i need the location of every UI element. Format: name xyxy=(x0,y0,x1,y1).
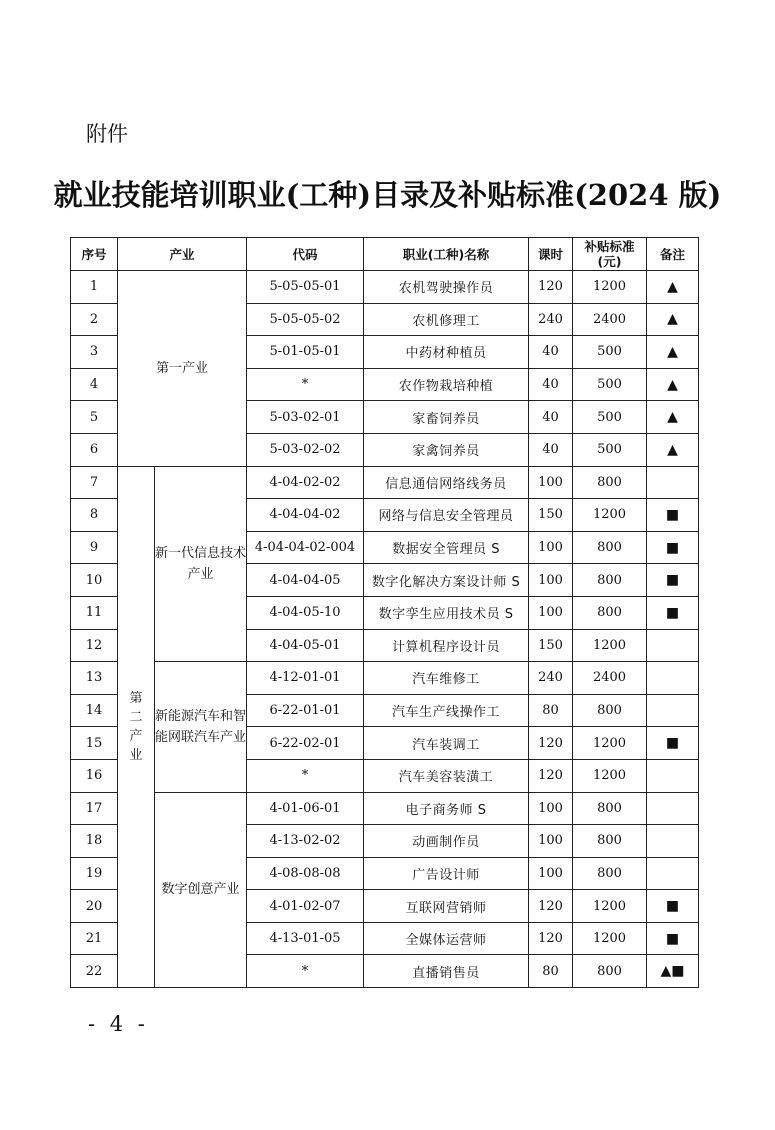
cell-code: 4-01-06-01 xyxy=(247,792,364,825)
header-name: 职业(工种)名称 xyxy=(364,238,529,271)
cell-code: 5-05-05-02 xyxy=(247,303,364,336)
cell-seq: 1 xyxy=(71,271,118,304)
cell-code: 4-13-01-05 xyxy=(247,922,364,955)
cell-seq: 13 xyxy=(71,662,118,695)
cell-seq: 21 xyxy=(71,922,118,955)
cell-code: 5-01-05-01 xyxy=(247,336,364,369)
cell-remark: ■ xyxy=(647,922,699,955)
cell-seq: 6 xyxy=(71,433,118,466)
header-subsidy-unit: (元) xyxy=(597,254,622,269)
cell-name: 家禽饲养员 xyxy=(364,433,529,466)
cell-remark: ▲ xyxy=(647,336,699,369)
cell-hours: 40 xyxy=(529,368,573,401)
cell-subsidy: 800 xyxy=(573,466,647,499)
cell-remark: ■ xyxy=(647,727,699,760)
cell-hours: 150 xyxy=(529,499,573,532)
cell-remark xyxy=(647,792,699,825)
cell-subsidy: 1200 xyxy=(573,271,647,304)
cell-subsidy: 500 xyxy=(573,368,647,401)
table-row xyxy=(71,271,699,304)
cell-seq: 15 xyxy=(71,727,118,760)
cell-code: 4-13-02-02 xyxy=(247,825,364,858)
cell-subsidy: 2400 xyxy=(573,662,647,695)
table-row xyxy=(71,662,699,695)
cell-name: 电子商务师 S xyxy=(364,792,529,825)
cell-subsidy: 800 xyxy=(573,694,647,727)
cell-seq: 22 xyxy=(71,955,118,988)
cell-remark: ■ xyxy=(647,499,699,532)
cell-remark xyxy=(647,694,699,727)
table-body xyxy=(71,271,699,988)
cell-remark: ▲ xyxy=(647,433,699,466)
industry-sub-1: 新一代信息技术产业 xyxy=(155,466,247,662)
cell-remark xyxy=(647,662,699,695)
cell-name: 数据安全管理员 S xyxy=(364,531,529,564)
header-subsidy-label: 补贴标准 xyxy=(584,239,635,254)
cell-name: 汽车装调工 xyxy=(364,727,529,760)
cell-seq: 12 xyxy=(71,629,118,662)
cell-remark xyxy=(647,466,699,499)
cell-hours: 120 xyxy=(529,890,573,923)
cell-code: 4-04-05-01 xyxy=(247,629,364,662)
cell-seq: 19 xyxy=(71,857,118,890)
cell-hours: 120 xyxy=(529,271,573,304)
cell-name: 直播销售员 xyxy=(364,955,529,988)
page-number: - 4 - xyxy=(88,1012,149,1036)
cell-code: * xyxy=(247,759,364,792)
cell-code: 5-05-05-01 xyxy=(247,271,364,304)
cell-hours: 150 xyxy=(529,629,573,662)
header-remark: 备注 xyxy=(647,238,699,271)
cell-name: 网络与信息安全管理员 xyxy=(364,499,529,532)
cell-hours: 100 xyxy=(529,564,573,597)
cell-remark: ▲ xyxy=(647,401,699,434)
cell-seq: 3 xyxy=(71,336,118,369)
cell-remark xyxy=(647,629,699,662)
cell-seq: 20 xyxy=(71,890,118,923)
cell-name: 互联网营销师 xyxy=(364,890,529,923)
cell-code: * xyxy=(247,955,364,988)
cell-name: 家畜饲养员 xyxy=(364,401,529,434)
cell-remark: ■ xyxy=(647,564,699,597)
cell-seq: 11 xyxy=(71,596,118,629)
cell-seq: 14 xyxy=(71,694,118,727)
cell-seq: 5 xyxy=(71,401,118,434)
cell-subsidy: 2400 xyxy=(573,303,647,336)
cell-subsidy: 1200 xyxy=(573,727,647,760)
cell-name: 汽车维修工 xyxy=(364,662,529,695)
header-subsidy xyxy=(573,238,647,271)
cell-hours: 240 xyxy=(529,662,573,695)
cell-code: 4-01-02-07 xyxy=(247,890,364,923)
cell-hours: 100 xyxy=(529,792,573,825)
cell-seq: 7 xyxy=(71,466,118,499)
cell-seq: 2 xyxy=(71,303,118,336)
cell-seq: 9 xyxy=(71,531,118,564)
cell-name: 数字化解决方案设计师 S xyxy=(364,564,529,597)
industry-second-label: 第二产业 xyxy=(129,690,143,763)
cell-hours: 120 xyxy=(529,759,573,792)
cell-seq: 17 xyxy=(71,792,118,825)
cell-code: 4-04-04-05 xyxy=(247,564,364,597)
cell-name: 农作物栽培种植 xyxy=(364,368,529,401)
cell-seq: 4 xyxy=(71,368,118,401)
cell-name: 全媒体运营师 xyxy=(364,922,529,955)
cell-remark xyxy=(647,825,699,858)
cell-subsidy: 800 xyxy=(573,564,647,597)
cell-remark: ■ xyxy=(647,531,699,564)
cell-name: 中药材种植员 xyxy=(364,336,529,369)
cell-code: 5-03-02-02 xyxy=(247,433,364,466)
table-row xyxy=(71,792,699,825)
cell-name: 数字孪生应用技术员 S xyxy=(364,596,529,629)
industry-first: 第一产业 xyxy=(118,271,247,467)
cell-seq: 10 xyxy=(71,564,118,597)
cell-subsidy: 1200 xyxy=(573,499,647,532)
industry-sub-3: 数字创意产业 xyxy=(155,792,247,988)
cell-remark xyxy=(647,759,699,792)
cell-name: 动画制作员 xyxy=(364,825,529,858)
cell-remark: ■ xyxy=(647,596,699,629)
cell-hours: 100 xyxy=(529,596,573,629)
cell-subsidy: 500 xyxy=(573,433,647,466)
cell-hours: 120 xyxy=(529,727,573,760)
cell-name: 信息通信网络线务员 xyxy=(364,466,529,499)
cell-code: 4-12-01-01 xyxy=(247,662,364,695)
cell-subsidy: 500 xyxy=(573,336,647,369)
page-title: 就业技能培训职业(工种)目录及补贴标准(2024 版) xyxy=(53,178,722,212)
cell-remark: ▲■ xyxy=(647,955,699,988)
cell-hours: 100 xyxy=(529,857,573,890)
cell-seq: 8 xyxy=(71,499,118,532)
cell-subsidy: 800 xyxy=(573,596,647,629)
cell-code: 4-08-08-08 xyxy=(247,857,364,890)
cell-subsidy: 800 xyxy=(573,792,647,825)
cell-code: 4-04-04-02-004 xyxy=(247,531,364,564)
cell-code: 5-03-02-01 xyxy=(247,401,364,434)
cell-hours: 80 xyxy=(529,955,573,988)
cell-name: 计算机程序设计员 xyxy=(364,629,529,662)
cell-hours: 40 xyxy=(529,433,573,466)
cell-name: 农机修理工 xyxy=(364,303,529,336)
cell-code: 4-04-04-02 xyxy=(247,499,364,532)
cell-subsidy: 1200 xyxy=(573,629,647,662)
cell-subsidy: 800 xyxy=(573,825,647,858)
header-hours: 课时 xyxy=(529,238,573,271)
cell-subsidy: 1200 xyxy=(573,922,647,955)
cell-hours: 100 xyxy=(529,825,573,858)
attachment-label: 附件 xyxy=(86,122,128,146)
cell-remark: ▲ xyxy=(647,271,699,304)
cell-subsidy: 800 xyxy=(573,531,647,564)
cell-hours: 40 xyxy=(529,401,573,434)
cell-code: 4-04-05-10 xyxy=(247,596,364,629)
header-industry: 产业 xyxy=(118,238,247,271)
cell-name: 广告设计师 xyxy=(364,857,529,890)
table-row xyxy=(71,466,699,499)
cell-hours: 80 xyxy=(529,694,573,727)
header-code: 代码 xyxy=(247,238,364,271)
cell-hours: 120 xyxy=(529,922,573,955)
cell-subsidy: 500 xyxy=(573,401,647,434)
header-seq: 序号 xyxy=(71,238,118,271)
cell-name: 汽车生产线操作工 xyxy=(364,694,529,727)
cell-remark: ■ xyxy=(647,890,699,923)
cell-seq: 16 xyxy=(71,759,118,792)
cell-hours: 240 xyxy=(529,303,573,336)
cell-subsidy: 1200 xyxy=(573,759,647,792)
training-catalog-table xyxy=(70,237,699,988)
table-header-row xyxy=(71,238,699,271)
cell-code: 6-22-01-01 xyxy=(247,694,364,727)
cell-remark xyxy=(647,857,699,890)
industry-second xyxy=(118,466,155,988)
cell-subsidy: 1200 xyxy=(573,890,647,923)
cell-subsidy: 800 xyxy=(573,955,647,988)
cell-subsidy: 800 xyxy=(573,857,647,890)
cell-name: 汽车美容装潢工 xyxy=(364,759,529,792)
cell-remark: ▲ xyxy=(647,368,699,401)
cell-code: 6-22-02-01 xyxy=(247,727,364,760)
cell-remark: ▲ xyxy=(647,303,699,336)
cell-code: * xyxy=(247,368,364,401)
cell-name: 农机驾驶操作员 xyxy=(364,271,529,304)
cell-hours: 100 xyxy=(529,531,573,564)
cell-seq: 18 xyxy=(71,825,118,858)
cell-code: 4-04-02-02 xyxy=(247,466,364,499)
industry-sub-2: 新能源汽车和智能网联汽车产业 xyxy=(155,662,247,792)
cell-hours: 100 xyxy=(529,466,573,499)
cell-hours: 40 xyxy=(529,336,573,369)
